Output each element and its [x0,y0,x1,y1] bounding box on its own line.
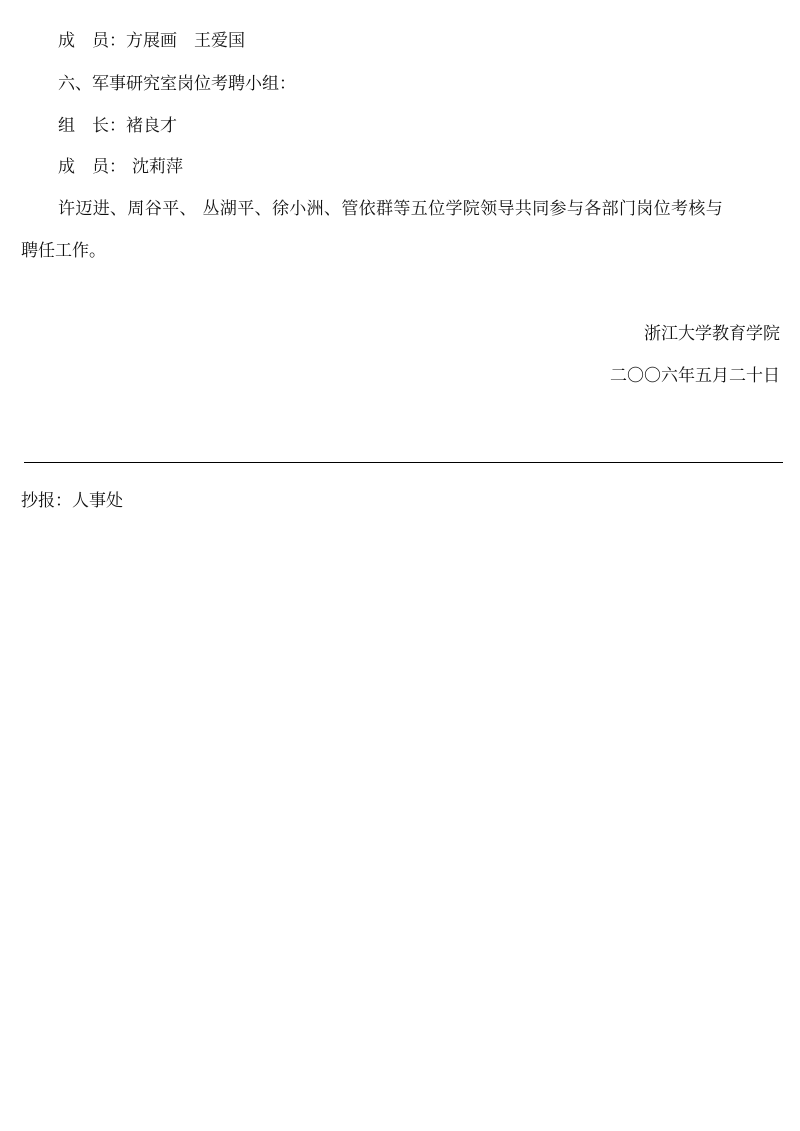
leader-label: 组 长： [58,116,126,136]
member-names: 方展画 王爱国 [126,31,245,51]
member-names: 沈莉萍 [132,157,183,177]
paragraph-line-1: 许迈进、周谷平、 丛湖平、徐小洲、管依群等五位学院领导共同参与各部门岗位考核与 [58,199,724,219]
leader-name: 褚良才 [126,116,177,136]
paragraph-line-2: 聘任工作。 [21,241,106,261]
member-label: 成 员： [58,31,126,51]
member-line-2 [58,157,183,177]
member-line-1 [58,31,245,51]
leader-line [58,116,177,136]
divider-line [24,462,783,463]
signature-date: 二〇〇六年五月二十日 [610,366,780,386]
signature-org: 浙江大学教育学院 [644,324,780,344]
cc-line: 抄报：人事处 [21,491,123,511]
member-label: 成 员： [58,157,126,177]
section-heading: 六、军事研究室岗位考聘小组： [58,74,296,94]
